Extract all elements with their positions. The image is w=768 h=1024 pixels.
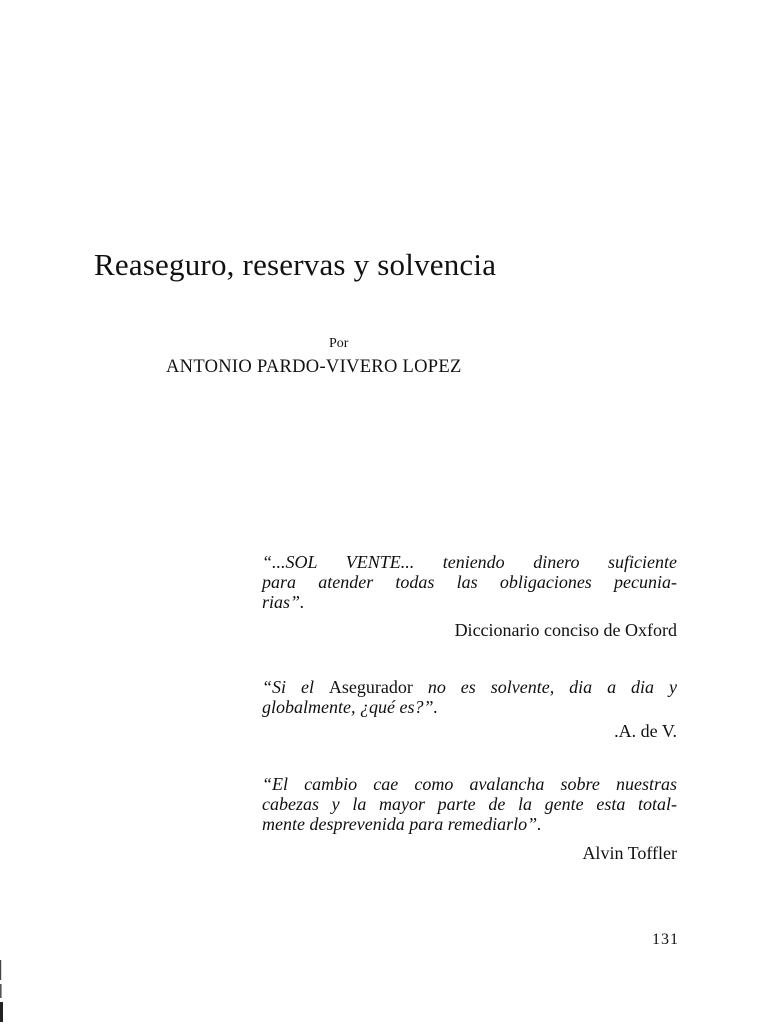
quote-fragment: no es solvente, dia a dia y (412, 677, 677, 697)
epigraph-attribution-1: Diccionario conciso de Oxford (454, 620, 677, 640)
scan-edge-mark (0, 960, 4, 1022)
quote-line (262, 677, 677, 697)
page-number: 131 (652, 931, 679, 948)
quote-fragment-roman: Asegurador (328, 677, 413, 697)
quote-line: globalmente, ¿qué es?”. (262, 697, 438, 717)
quote-line: cabezas y la mayor parte de la gente esta total- (262, 794, 677, 814)
epigraph-attribution-3: Alvin Toffler (582, 843, 677, 863)
quote-line: mente desprevenida para remediarlo”. (262, 814, 542, 834)
article-title: Reaseguro, reservas y solvencia (94, 247, 497, 282)
quote-fragment: “Si el (262, 677, 329, 697)
epigraph-quote-1 (262, 552, 677, 612)
epigraph-quote-2 (262, 677, 677, 717)
epigraph-quote-3 (262, 774, 677, 834)
epigraph-attribution-2: .A. de V. (614, 721, 677, 741)
quote-line: rias”. (262, 592, 305, 612)
author-name: ANTONIO PARDO-VIVERO LOPEZ (166, 357, 462, 377)
quote-line: “...SOL VENTE... teniendo dinero suficiente (262, 552, 677, 572)
quote-line: para atender todas las obligaciones pecunia- (262, 572, 677, 592)
by-label: Por (329, 336, 349, 351)
quote-line: “El cambio cae como avalancha sobre nuestras (262, 774, 677, 794)
